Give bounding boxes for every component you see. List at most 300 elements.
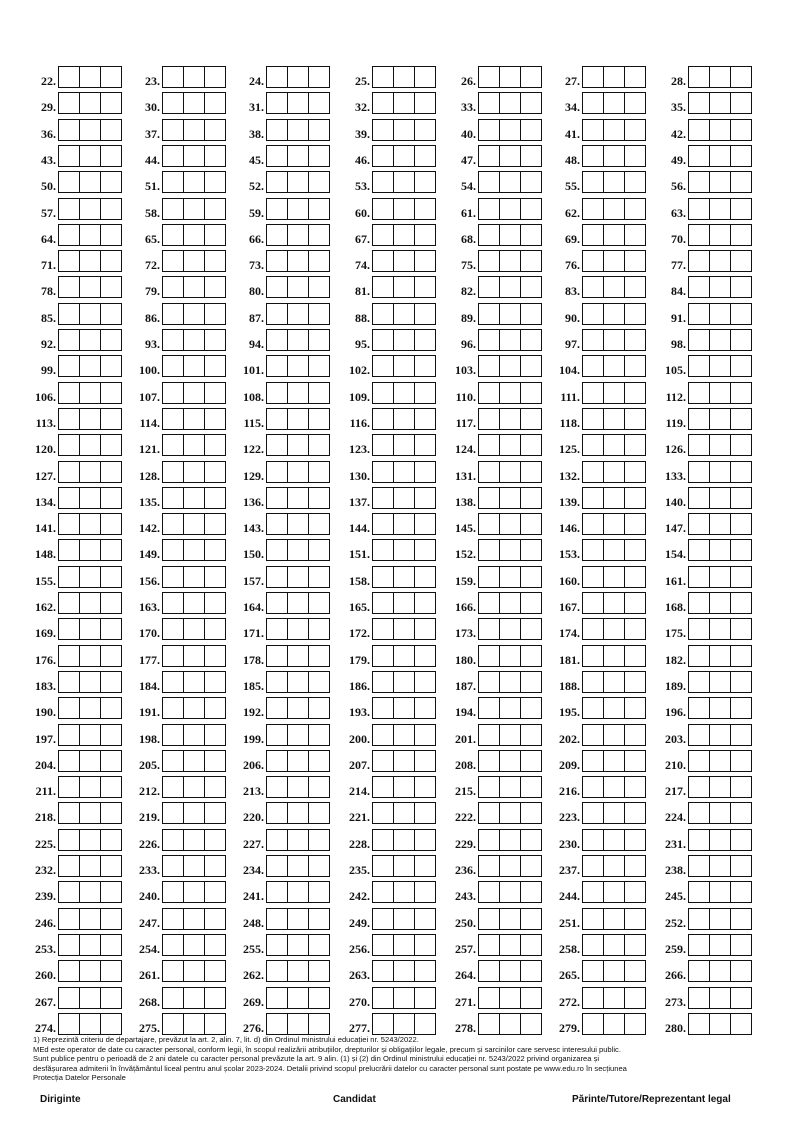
answer-box[interactable] [59,961,80,981]
answer-box[interactable] [184,961,205,981]
answer-box[interactable] [394,514,415,534]
answer-box[interactable] [288,935,309,955]
answer-box[interactable] [205,567,225,587]
answer-box[interactable] [80,251,101,271]
answer-box[interactable] [59,1014,80,1034]
answer-box[interactable] [689,698,710,718]
answer-box[interactable] [59,383,80,403]
answer-box[interactable] [604,619,625,639]
answer-box[interactable] [689,409,710,429]
answer-box[interactable] [394,383,415,403]
answer-box[interactable] [583,777,604,797]
answer-box[interactable] [500,961,521,981]
answer-box[interactable] [415,1014,435,1034]
answer-box[interactable] [500,988,521,1008]
answer-box[interactable] [521,435,541,455]
answer-box[interactable] [625,225,645,245]
answer-box[interactable] [479,646,500,666]
answer-box[interactable] [267,961,288,981]
answer-box[interactable] [205,961,225,981]
answer-box[interactable] [59,567,80,587]
answer-box[interactable] [394,304,415,324]
answer-box[interactable] [80,120,101,140]
answer-box[interactable] [267,488,288,508]
answer-box[interactable] [394,120,415,140]
answer-box[interactable] [80,672,101,692]
answer-box[interactable] [479,803,500,823]
answer-box[interactable] [59,488,80,508]
answer-box[interactable] [521,304,541,324]
answer-box[interactable] [394,356,415,376]
answer-box[interactable] [59,856,80,876]
answer-box[interactable] [731,304,751,324]
answer-box[interactable] [689,672,710,692]
answer-box[interactable] [267,462,288,482]
answer-box[interactable] [184,672,205,692]
answer-box[interactable] [163,698,184,718]
answer-box[interactable] [59,172,80,192]
answer-box[interactable] [288,383,309,403]
answer-box[interactable] [101,67,121,87]
answer-box[interactable] [394,146,415,166]
answer-box[interactable] [373,304,394,324]
answer-box[interactable] [479,593,500,613]
answer-box[interactable] [689,304,710,324]
answer-box[interactable] [500,882,521,902]
answer-box[interactable] [184,909,205,929]
answer-box[interactable] [205,172,225,192]
answer-box[interactable] [205,435,225,455]
answer-box[interactable] [689,909,710,929]
answer-box[interactable] [288,356,309,376]
answer-box[interactable] [373,172,394,192]
answer-box[interactable] [479,488,500,508]
answer-box[interactable] [59,93,80,113]
answer-box[interactable] [309,330,329,350]
answer-box[interactable] [373,146,394,166]
answer-box[interactable] [101,409,121,429]
answer-box[interactable] [604,672,625,692]
answer-box[interactable] [710,199,731,219]
answer-box[interactable] [415,277,435,297]
answer-box[interactable] [710,277,731,297]
answer-box[interactable] [80,909,101,929]
answer-box[interactable] [479,356,500,376]
answer-box[interactable] [625,146,645,166]
answer-box[interactable] [184,383,205,403]
answer-box[interactable] [604,514,625,534]
answer-box[interactable] [101,830,121,850]
answer-box[interactable] [415,593,435,613]
answer-box[interactable] [184,120,205,140]
answer-box[interactable] [689,751,710,771]
answer-box[interactable] [521,935,541,955]
answer-box[interactable] [689,383,710,403]
answer-box[interactable] [80,988,101,1008]
answer-box[interactable] [479,882,500,902]
answer-box[interactable] [583,672,604,692]
answer-box[interactable] [689,462,710,482]
answer-box[interactable] [625,488,645,508]
answer-box[interactable] [521,356,541,376]
answer-box[interactable] [267,619,288,639]
answer-box[interactable] [373,435,394,455]
answer-box[interactable] [583,988,604,1008]
answer-box[interactable] [583,172,604,192]
answer-box[interactable] [373,225,394,245]
answer-box[interactable] [394,593,415,613]
answer-box[interactable] [309,803,329,823]
answer-box[interactable] [583,146,604,166]
answer-box[interactable] [101,935,121,955]
answer-box[interactable] [731,619,751,639]
answer-box[interactable] [205,619,225,639]
answer-box[interactable] [710,830,731,850]
answer-box[interactable] [583,67,604,87]
answer-box[interactable] [80,462,101,482]
answer-box[interactable] [625,567,645,587]
answer-box[interactable] [689,146,710,166]
answer-box[interactable] [288,304,309,324]
answer-box[interactable] [309,961,329,981]
answer-box[interactable] [689,514,710,534]
answer-box[interactable] [101,961,121,981]
answer-box[interactable] [394,567,415,587]
answer-box[interactable] [521,199,541,219]
answer-box[interactable] [80,567,101,587]
answer-box[interactable] [80,277,101,297]
answer-box[interactable] [184,1014,205,1034]
answer-box[interactable] [394,409,415,429]
answer-box[interactable] [604,567,625,587]
answer-box[interactable] [394,672,415,692]
answer-box[interactable] [415,462,435,482]
answer-box[interactable] [288,199,309,219]
answer-box[interactable] [163,67,184,87]
answer-box[interactable] [710,725,731,745]
answer-box[interactable] [59,251,80,271]
answer-box[interactable] [625,409,645,429]
answer-box[interactable] [373,356,394,376]
answer-box[interactable] [59,725,80,745]
answer-box[interactable] [59,698,80,718]
answer-box[interactable] [163,567,184,587]
answer-box[interactable] [479,435,500,455]
answer-box[interactable] [394,777,415,797]
answer-box[interactable] [163,593,184,613]
answer-box[interactable] [731,646,751,666]
answer-box[interactable] [184,146,205,166]
answer-box[interactable] [59,462,80,482]
answer-box[interactable] [267,93,288,113]
answer-box[interactable] [267,698,288,718]
answer-box[interactable] [604,725,625,745]
answer-box[interactable] [500,251,521,271]
answer-box[interactable] [731,725,751,745]
answer-box[interactable] [710,409,731,429]
answer-box[interactable] [163,304,184,324]
answer-box[interactable] [394,961,415,981]
answer-box[interactable] [288,225,309,245]
answer-box[interactable] [604,961,625,981]
answer-box[interactable] [710,619,731,639]
answer-box[interactable] [415,199,435,219]
answer-box[interactable] [479,909,500,929]
answer-box[interactable] [479,383,500,403]
answer-box[interactable] [583,488,604,508]
answer-box[interactable] [59,277,80,297]
answer-box[interactable] [59,304,80,324]
answer-box[interactable] [710,882,731,902]
answer-box[interactable] [689,277,710,297]
answer-box[interactable] [500,488,521,508]
answer-box[interactable] [604,856,625,876]
answer-box[interactable] [394,277,415,297]
answer-box[interactable] [689,961,710,981]
answer-box[interactable] [394,1014,415,1034]
answer-box[interactable] [101,646,121,666]
answer-box[interactable] [625,462,645,482]
answer-box[interactable] [373,251,394,271]
answer-box[interactable] [309,93,329,113]
answer-box[interactable] [604,146,625,166]
answer-box[interactable] [625,383,645,403]
answer-box[interactable] [373,330,394,350]
answer-box[interactable] [583,330,604,350]
answer-box[interactable] [59,646,80,666]
answer-box[interactable] [415,751,435,771]
answer-box[interactable] [394,225,415,245]
answer-box[interactable] [521,383,541,403]
answer-box[interactable] [101,803,121,823]
answer-box[interactable] [625,435,645,455]
answer-box[interactable] [500,462,521,482]
answer-box[interactable] [689,225,710,245]
answer-box[interactable] [309,409,329,429]
answer-box[interactable] [59,67,80,87]
answer-box[interactable] [479,251,500,271]
answer-box[interactable] [604,383,625,403]
answer-box[interactable] [163,277,184,297]
answer-box[interactable] [689,646,710,666]
answer-box[interactable] [710,646,731,666]
answer-box[interactable] [500,120,521,140]
answer-box[interactable] [710,961,731,981]
answer-box[interactable] [521,1014,541,1034]
answer-box[interactable] [500,646,521,666]
answer-box[interactable] [583,961,604,981]
answer-box[interactable] [309,698,329,718]
answer-box[interactable] [710,172,731,192]
answer-box[interactable] [479,567,500,587]
answer-box[interactable] [184,330,205,350]
answer-box[interactable] [394,909,415,929]
answer-box[interactable] [521,751,541,771]
answer-box[interactable] [373,830,394,850]
answer-box[interactable] [583,882,604,902]
answer-box[interactable] [415,435,435,455]
answer-box[interactable] [309,67,329,87]
answer-box[interactable] [163,777,184,797]
answer-box[interactable] [80,646,101,666]
answer-box[interactable] [625,856,645,876]
answer-box[interactable] [415,567,435,587]
answer-box[interactable] [101,356,121,376]
answer-box[interactable] [731,751,751,771]
answer-box[interactable] [101,988,121,1008]
answer-box[interactable] [583,830,604,850]
answer-box[interactable] [59,120,80,140]
answer-box[interactable] [710,120,731,140]
answer-box[interactable] [500,514,521,534]
answer-box[interactable] [521,619,541,639]
answer-box[interactable] [500,1014,521,1034]
answer-box[interactable] [184,567,205,587]
answer-box[interactable] [205,277,225,297]
answer-box[interactable] [479,619,500,639]
answer-box[interactable] [479,146,500,166]
answer-box[interactable] [415,93,435,113]
answer-box[interactable] [604,356,625,376]
answer-box[interactable] [80,593,101,613]
answer-box[interactable] [267,356,288,376]
answer-box[interactable] [101,619,121,639]
answer-box[interactable] [163,830,184,850]
answer-box[interactable] [710,330,731,350]
answer-box[interactable] [583,409,604,429]
answer-box[interactable] [625,93,645,113]
answer-box[interactable] [101,146,121,166]
answer-box[interactable] [80,698,101,718]
answer-box[interactable] [521,540,541,560]
answer-box[interactable] [267,514,288,534]
answer-box[interactable] [583,304,604,324]
answer-box[interactable] [731,777,751,797]
answer-box[interactable] [309,172,329,192]
answer-box[interactable] [101,593,121,613]
answer-box[interactable] [163,935,184,955]
answer-box[interactable] [625,725,645,745]
answer-box[interactable] [583,277,604,297]
answer-box[interactable] [625,172,645,192]
answer-box[interactable] [479,67,500,87]
answer-box[interactable] [101,120,121,140]
answer-box[interactable] [373,462,394,482]
answer-box[interactable] [731,830,751,850]
answer-box[interactable] [479,961,500,981]
answer-box[interactable] [625,277,645,297]
answer-box[interactable] [163,803,184,823]
answer-box[interactable] [80,304,101,324]
answer-box[interactable] [710,988,731,1008]
answer-box[interactable] [710,462,731,482]
answer-box[interactable] [101,277,121,297]
answer-box[interactable] [101,725,121,745]
answer-box[interactable] [288,1014,309,1034]
answer-box[interactable] [731,698,751,718]
answer-box[interactable] [59,777,80,797]
answer-box[interactable] [80,488,101,508]
answer-box[interactable] [163,383,184,403]
answer-box[interactable] [394,435,415,455]
answer-box[interactable] [309,882,329,902]
answer-box[interactable] [163,751,184,771]
answer-box[interactable] [710,93,731,113]
answer-box[interactable] [415,225,435,245]
answer-box[interactable] [205,698,225,718]
answer-box[interactable] [689,593,710,613]
answer-box[interactable] [59,882,80,902]
answer-box[interactable] [710,383,731,403]
answer-box[interactable] [583,383,604,403]
answer-box[interactable] [604,304,625,324]
answer-box[interactable] [583,567,604,587]
answer-box[interactable] [625,830,645,850]
answer-box[interactable] [80,409,101,429]
answer-box[interactable] [415,698,435,718]
answer-box[interactable] [479,462,500,482]
answer-box[interactable] [731,593,751,613]
answer-box[interactable] [80,356,101,376]
answer-box[interactable] [267,383,288,403]
answer-box[interactable] [604,330,625,350]
answer-box[interactable] [689,935,710,955]
answer-box[interactable] [625,698,645,718]
answer-box[interactable] [394,93,415,113]
answer-box[interactable] [731,882,751,902]
answer-box[interactable] [394,330,415,350]
answer-box[interactable] [267,567,288,587]
answer-box[interactable] [267,304,288,324]
answer-box[interactable] [163,172,184,192]
answer-box[interactable] [500,67,521,87]
answer-box[interactable] [415,330,435,350]
answer-box[interactable] [731,961,751,981]
answer-box[interactable] [205,199,225,219]
answer-box[interactable] [604,409,625,429]
answer-box[interactable] [689,251,710,271]
answer-box[interactable] [521,409,541,429]
answer-box[interactable] [184,435,205,455]
answer-box[interactable] [163,856,184,876]
answer-box[interactable] [288,514,309,534]
answer-box[interactable] [163,225,184,245]
answer-box[interactable] [80,383,101,403]
answer-box[interactable] [500,672,521,692]
answer-box[interactable] [500,803,521,823]
answer-box[interactable] [288,593,309,613]
answer-box[interactable] [59,409,80,429]
answer-box[interactable] [604,120,625,140]
answer-box[interactable] [163,330,184,350]
answer-box[interactable] [689,830,710,850]
answer-box[interactable] [710,803,731,823]
answer-box[interactable] [288,567,309,587]
answer-box[interactable] [521,567,541,587]
answer-box[interactable] [205,725,225,745]
answer-box[interactable] [288,777,309,797]
answer-box[interactable] [710,435,731,455]
answer-box[interactable] [163,540,184,560]
answer-box[interactable] [184,514,205,534]
answer-box[interactable] [80,882,101,902]
answer-box[interactable] [309,251,329,271]
answer-box[interactable] [604,488,625,508]
answer-box[interactable] [583,593,604,613]
answer-box[interactable] [309,909,329,929]
answer-box[interactable] [205,67,225,87]
answer-box[interactable] [184,93,205,113]
